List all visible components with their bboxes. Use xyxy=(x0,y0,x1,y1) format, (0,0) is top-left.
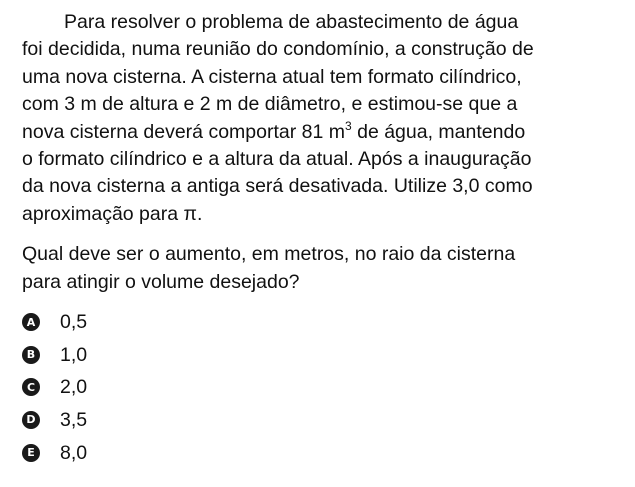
prompt-line: para atingir o volume desejado? xyxy=(22,270,300,293)
option-letter-badge: C xyxy=(22,378,40,396)
option-value: 2,0 xyxy=(60,376,88,399)
option-value: 1,0 xyxy=(60,343,88,366)
paragraph-line xyxy=(22,119,620,146)
paragraph-line: aproximação para π. xyxy=(22,202,203,225)
option-a[interactable] xyxy=(22,306,620,339)
option-value: 3,5 xyxy=(60,408,88,431)
paragraph-line: o formato cilíndrico e a altura da atual. Após a inauguração xyxy=(22,147,532,170)
option-value: 8,0 xyxy=(60,441,88,464)
option-value: 0,5 xyxy=(60,311,88,334)
superscript-exponent: 3 xyxy=(345,118,352,133)
question-block xyxy=(22,9,620,469)
prompt-line: Qual deve ser o aumento, em metros, no raio da cisterna xyxy=(22,243,516,266)
option-letter-badge: D xyxy=(22,411,40,429)
paragraph-line: uma nova cisterna. A cisterna atual tem formato cilíndrico, xyxy=(22,65,522,88)
option-letter-badge: A xyxy=(22,313,40,331)
paragraph-line: com 3 m de altura e 2 m de diâmetro, e estimou-se que a xyxy=(22,93,518,116)
answer-options xyxy=(22,306,620,469)
paragraph-text: nova cisterna deverá comportar 81 m xyxy=(22,120,345,143)
option-letter-badge: E xyxy=(22,444,40,462)
option-d[interactable] xyxy=(22,404,620,437)
option-e[interactable] xyxy=(22,436,620,469)
paragraph-line: da nova cisterna a antiga será desativada. Utilize 3,0 como xyxy=(22,175,533,198)
option-c[interactable] xyxy=(22,371,620,404)
paragraph-line: Para resolver o problema de abastecimento de água xyxy=(64,11,519,33)
option-letter-badge: B xyxy=(22,346,40,364)
paragraph-line: foi decidida, numa reunião do condomínio, a construção de xyxy=(22,38,534,61)
paragraph-text: de água, mantendo xyxy=(351,120,526,143)
option-b[interactable] xyxy=(22,339,620,372)
